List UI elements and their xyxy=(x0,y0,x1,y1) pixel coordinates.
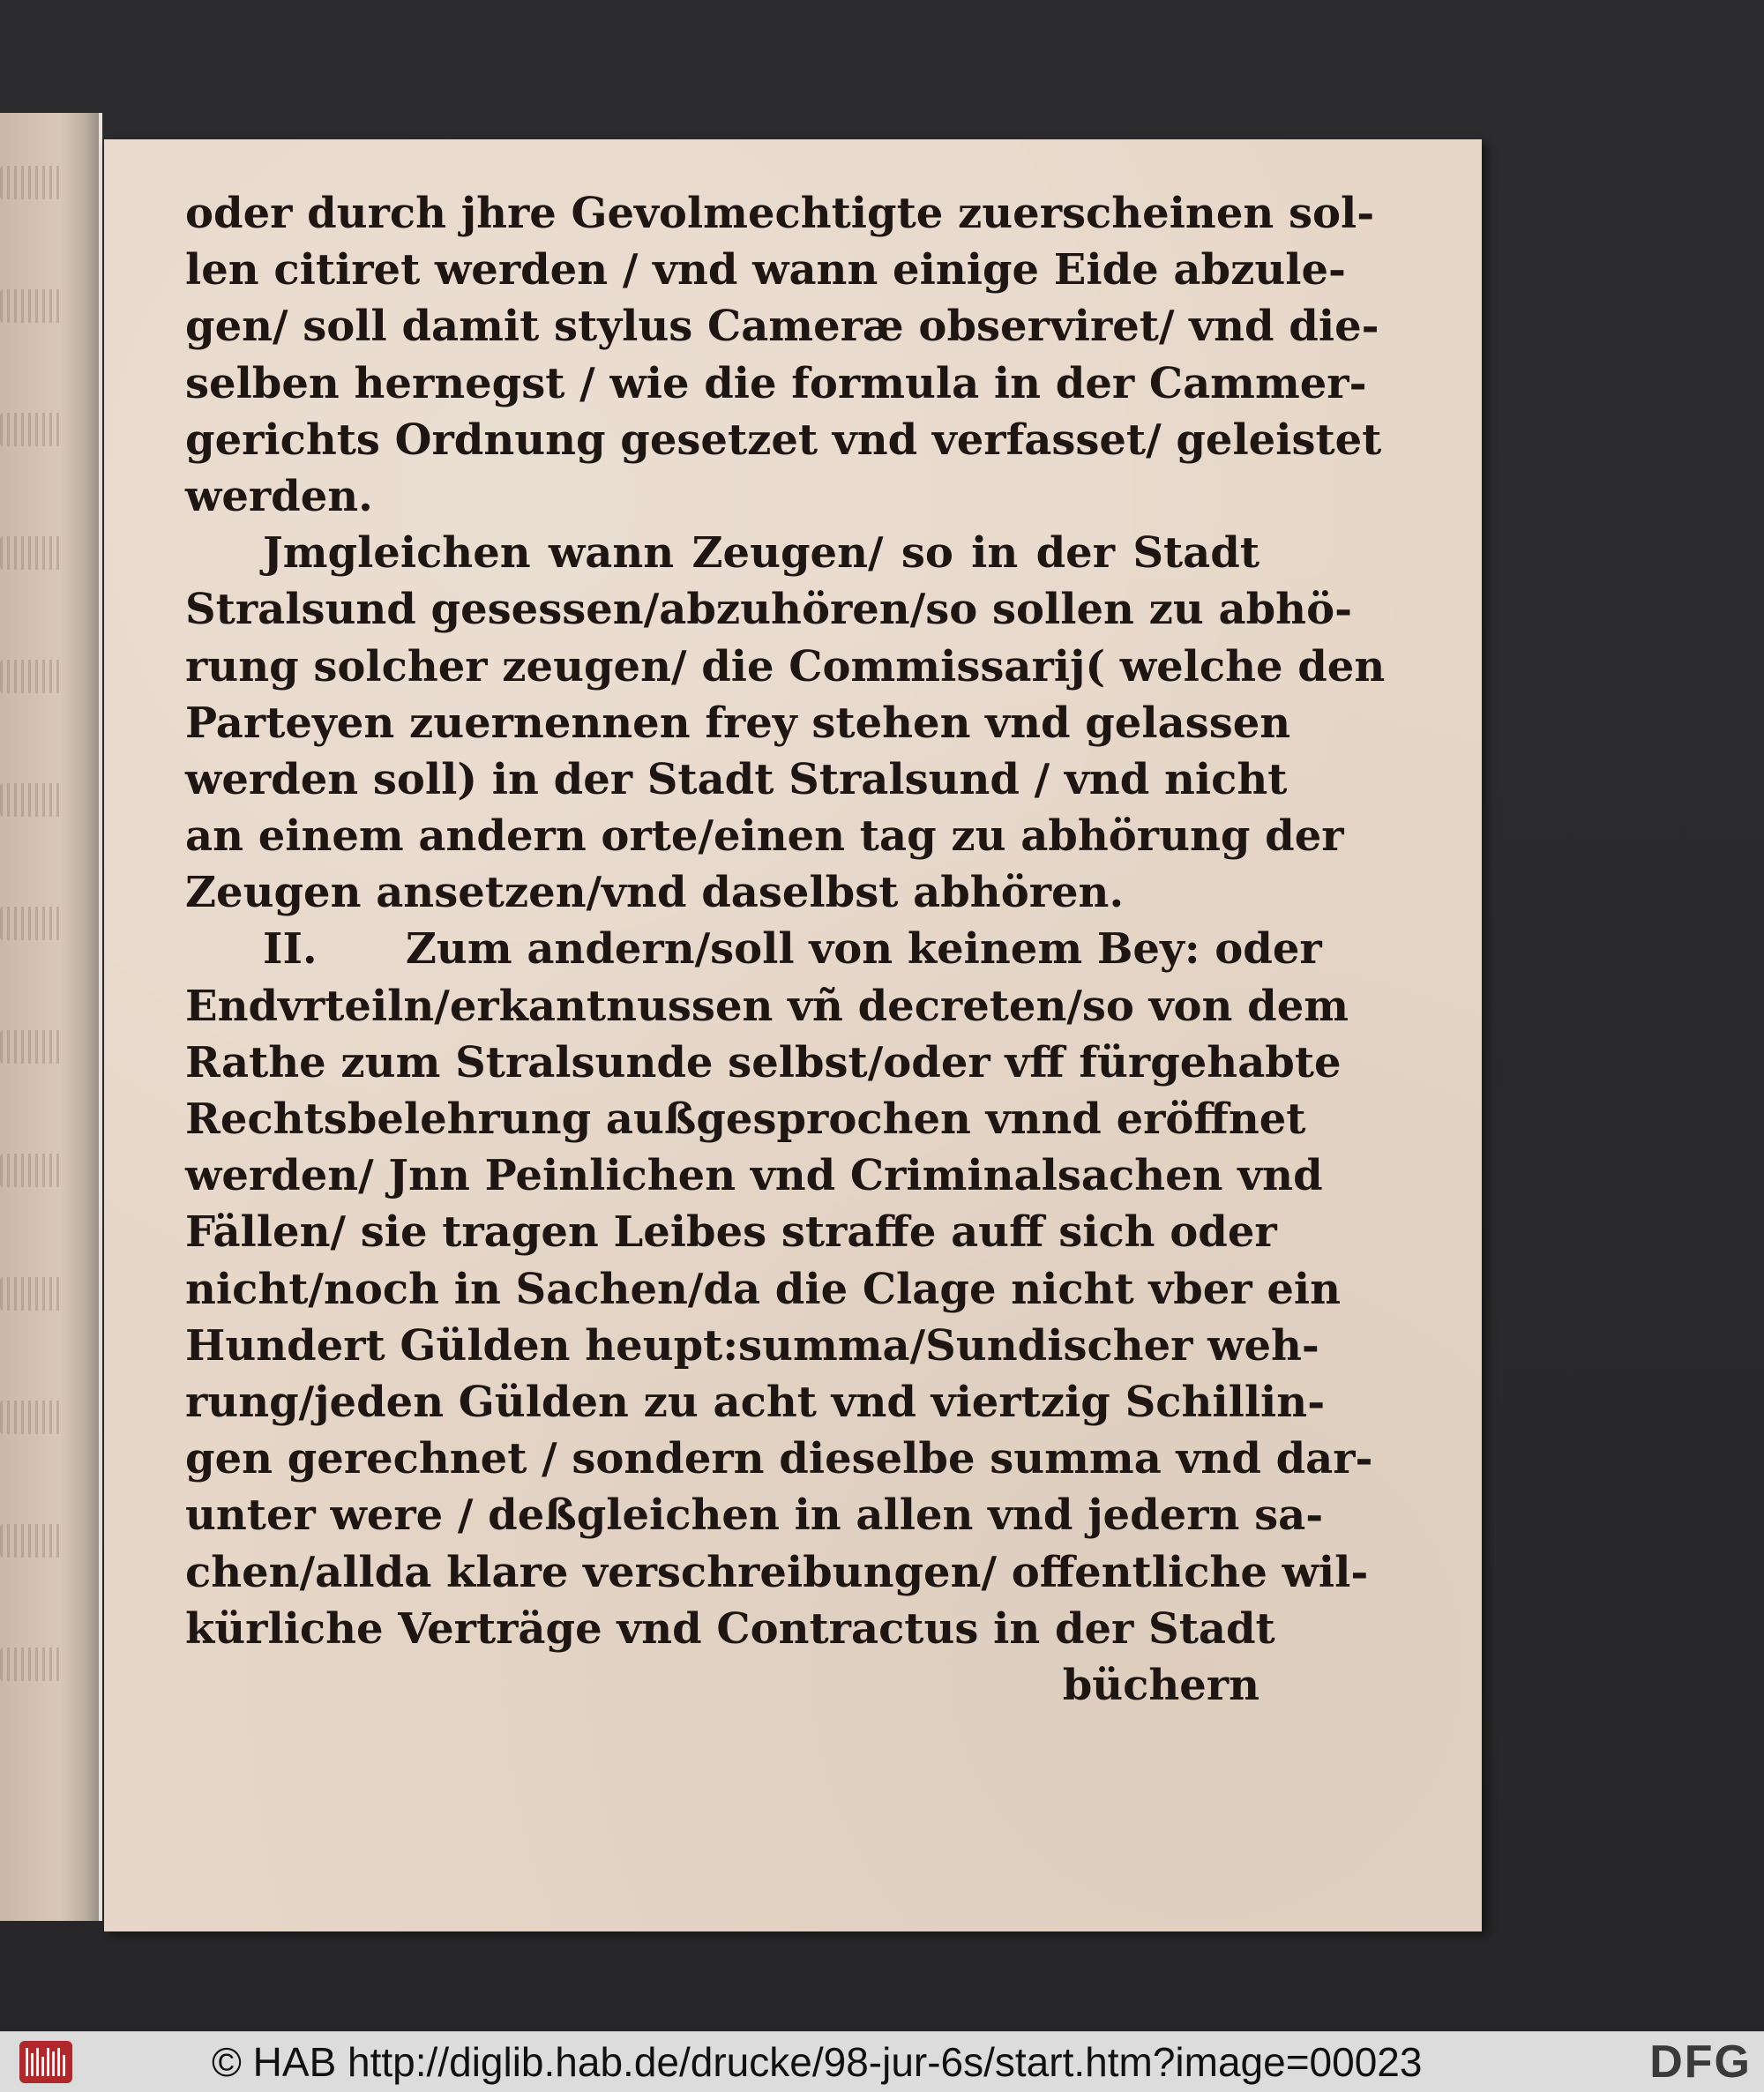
section-heading-line: II. Zum andern/soll von keinem Bey: oder xyxy=(263,924,1322,975)
text-line: Rathe zum Stralsunde selbst/oder vff fürgehabte xyxy=(185,1037,1342,1087)
text-line: werden. xyxy=(185,471,373,521)
ink-bleed xyxy=(0,536,62,570)
ink-bleed xyxy=(0,1401,62,1434)
ink-bleed xyxy=(0,783,62,817)
text-line: rung solcher zeugen/ die Commissarij( welche den xyxy=(185,641,1386,691)
citation-url[interactable]: © HAB http://diglib.hab.de/drucke/98-jur-6s/start.htm?image=00023 xyxy=(212,2039,1423,2085)
text-line: Zeugen ansetzen/vnd daselbst abhören. xyxy=(185,868,1125,918)
page-body-text xyxy=(185,185,1386,1714)
text-line: Hundert Gülden heupt:summa/Sundischer weh- xyxy=(185,1320,1319,1371)
text-line: Parteyen zuernennen frey stehen vnd gelassen xyxy=(185,698,1291,748)
ink-bleed xyxy=(0,1647,62,1681)
text-line: Fällen/ sie tragen Leibes straffe auff sich oder xyxy=(185,1207,1277,1258)
text-line: werden/ Jnn Peinlichen vnd Criminalsachen vnd xyxy=(185,1151,1323,1201)
text-line: chen/allda klare verschreibungen/ offentliche wil- xyxy=(185,1547,1369,1597)
text-line: gerichts Ordnung gesetzet vnd verfasset/ geleistet xyxy=(185,415,1382,465)
text-line: an einem andern orte/einen tag zu abhörung der xyxy=(185,811,1344,862)
document-page xyxy=(104,139,1482,1931)
ink-bleed xyxy=(0,289,62,323)
text-line: unter were / deßgleichen in allen vnd jedern sa- xyxy=(185,1491,1324,1541)
text-line: gen/ soll damit stylus Cameræ observiret/ vnd die- xyxy=(185,302,1379,352)
text-line: kürliche Verträge vnd Contractus in der Stadt xyxy=(185,1603,1275,1654)
text-line: Endvrteiln/erkantnussen vñ decreten/so von dem xyxy=(185,981,1349,1031)
text-line: len citiret werden / vnd wann einige Eide abzule- xyxy=(185,245,1346,295)
catchword: büchern xyxy=(1062,1660,1259,1710)
ink-bleed xyxy=(0,1277,62,1311)
previous-page-edge xyxy=(0,113,99,1921)
text-line: Stralsund gesessen/abzuhören/so sollen zu abhö- xyxy=(185,585,1352,635)
footer-bar xyxy=(0,2031,1764,2092)
text-line: nicht/noch in Sachen/da die Clage nicht vber ein xyxy=(185,1264,1341,1314)
text-line: Rechtsbelehrung außgesprochen vnnd eröffnet xyxy=(185,1095,1306,1144)
text-line: Jmgleichen wann Zeugen/ so in der Stadt xyxy=(263,528,1259,579)
text-line: selben hernegst / wie die formula in der Cammer- xyxy=(185,358,1367,408)
text-line: rung/jeden Gülden zu acht vnd viertzig Schillin- xyxy=(185,1377,1326,1427)
ink-bleed xyxy=(0,1154,62,1187)
ink-bleed xyxy=(0,166,62,199)
hab-barcode-logo-icon xyxy=(19,2041,72,2083)
ink-bleed xyxy=(0,413,62,446)
ink-bleed xyxy=(0,660,62,693)
ink-bleed xyxy=(0,907,62,940)
text-line: oder durch jhre Gevolmechtigte zuerscheinen sol- xyxy=(185,189,1375,238)
ink-bleed xyxy=(0,1030,62,1064)
page-gutter xyxy=(99,113,102,1921)
text-line: gen gerechnet / sondern dieselbe summa vnd dar- xyxy=(185,1434,1373,1484)
ink-bleed xyxy=(0,1524,62,1558)
text-line: werden soll) in der Stadt Stralsund / vnd nicht xyxy=(185,754,1288,804)
dfg-logo: DFG xyxy=(1649,2036,1752,2088)
